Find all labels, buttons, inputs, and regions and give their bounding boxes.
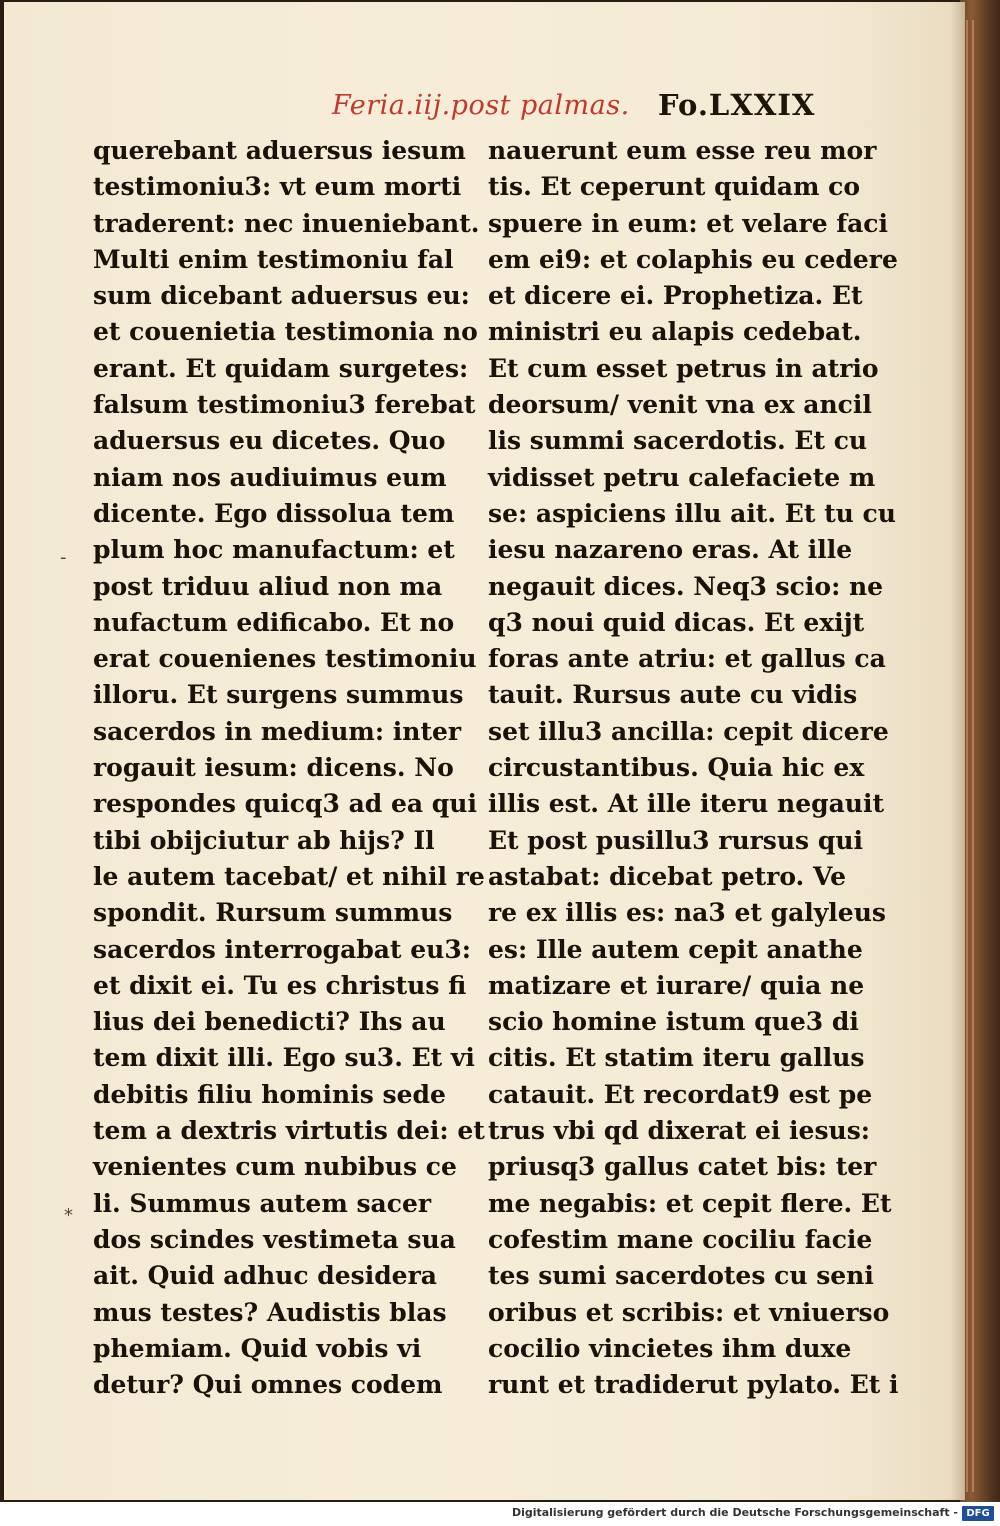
text-line: ministri eu alapis cedebat. — [488, 317, 862, 347]
text-line: testimoniu3: vt eum morti — [93, 172, 462, 202]
text-line: spuere in eum: et velare faci — [488, 208, 888, 238]
text-line: le autem tacebat/ et nihil re — [93, 861, 485, 891]
text-line: cocilio vincietes ihm duxe — [488, 1333, 852, 1363]
text-line: astabat: dicebat petro. Ve — [488, 861, 846, 891]
text-line: debitis filiu hominis sede — [93, 1079, 446, 1109]
text-line: illoru. Et surgens summus — [93, 680, 464, 710]
text-line: et couenietia testimonia no — [93, 317, 478, 347]
text-line: matizare et iurare/ quia ne — [488, 970, 865, 1000]
text-line: sacerdos interrogabat eu3: — [93, 934, 471, 964]
margin-mark: - — [60, 547, 67, 568]
text-line: catauit. Et recordat9 est pe — [488, 1079, 873, 1109]
text-column-left — [93, 133, 485, 1403]
text-line: et dicere ei. Prophetiza. Et — [488, 281, 863, 311]
text-line: Et cum esset petrus in atrio — [488, 353, 879, 383]
text-line: em ei9: et colaphis eu cedere — [488, 244, 898, 274]
footer-bar — [0, 1502, 1000, 1526]
text-line: dicente. Ego dissolua tem — [93, 498, 455, 528]
text-column-right — [488, 133, 899, 1403]
text-line: negauit dices. Neq3 scio: ne — [488, 571, 884, 601]
text-line: me negabis: et cepit flere. Et — [488, 1188, 892, 1218]
funding-credit: Digitalisierung gefördert durch die Deutsche Forschungsgemeinschaft - — [511, 1506, 958, 1519]
text-line: lius dei benedicti? Ihs au — [93, 1007, 446, 1037]
text-line: oribus et scribis: et vniuerso — [488, 1297, 890, 1327]
text-line: Et post pusillu3 rursus qui — [488, 825, 863, 855]
text-line: deorsum/ venit vna ex ancil — [488, 390, 872, 420]
text-line: nauerunt eum esse reu mor — [488, 136, 877, 165]
text-line: tibi obijciutur ab hijs? Il — [93, 825, 435, 855]
text-line: se: aspiciens illu ait. Et tu cu — [488, 498, 896, 528]
text-line: detur? Qui omnes codem — [93, 1370, 443, 1400]
margin-mark: * — [64, 1205, 73, 1226]
text-line: illis est. At ille iteru negauit — [488, 789, 884, 819]
text-line: tes sumi sacerdotes cu seni — [488, 1261, 874, 1291]
text-line: q3 noui quid dicas. Et exijt — [488, 607, 865, 637]
text-line: circustantibus. Quia hic ex — [488, 753, 865, 783]
text-line: nufactum edificabo. Et no — [93, 607, 455, 637]
dfg-logo: DFG — [962, 1506, 994, 1521]
text-line: tem a dextris virtutis dei: et — [93, 1116, 485, 1146]
text-line: sacerdos in medium: inter — [93, 716, 462, 746]
text-line: falsum testimoniu3 ferebat — [93, 390, 476, 420]
text-line: Multi enim testimoniu fal — [93, 244, 454, 274]
text-line: tauit. Rursus aute cu vidis — [488, 680, 858, 710]
text-line: erant. Et quidam surgetes: — [93, 353, 469, 383]
text-line: vidisset petru calefaciete m — [488, 462, 876, 492]
folio-number: Fo.LXXIX — [658, 88, 816, 122]
text-line: spondit. Rursum summus — [93, 898, 453, 928]
book-edge — [960, 0, 1000, 1502]
text-line: mus testes? Audistis blas — [93, 1297, 447, 1327]
text-line: querebant aduersus iesum — [93, 136, 466, 165]
text-line: trus vbi qd dixerat ei iesus: — [488, 1116, 871, 1146]
text-line: traderent: nec inueniebant. — [93, 208, 480, 238]
text-line: es: Ille autem cepit anathe — [488, 934, 863, 964]
text-line: dos scindes vestimeta sua — [93, 1224, 456, 1254]
text-line: scio homine istum que3 di — [488, 1007, 859, 1037]
text-line: priusq3 gallus catet bis: ter — [488, 1152, 877, 1182]
text-line: citis. Et statim iteru gallus — [488, 1043, 865, 1073]
text-line: tis. Et ceperunt quidam co — [488, 172, 861, 202]
text-line: respondes quicq3 ad ea qui — [93, 789, 477, 819]
text-line: niam nos audiuimus eum — [93, 462, 447, 492]
text-line: set illu3 ancilla: cepit dicere — [488, 716, 889, 746]
text-line: phemiam. Quid vobis vi — [93, 1333, 422, 1363]
text-line: aduersus eu dicetes. Quo — [93, 426, 446, 456]
text-line: et dixit ei. Tu es christus fi — [93, 970, 467, 1000]
text-line: cofestim mane cociliu facie — [488, 1224, 873, 1254]
text-line: sum dicebant aduersus eu: — [93, 281, 470, 311]
text-line: iesu nazareno eras. At ille — [488, 535, 853, 565]
text-line: post triduu aliud non ma — [93, 571, 443, 601]
text-line: re ex illis es: na3 et galyleus — [488, 898, 886, 928]
text-line: li. Summus autem sacer — [93, 1188, 432, 1218]
text-line: ait. Quid adhuc desidera — [93, 1261, 437, 1291]
text-line: rogauit iesum: dicens. No — [93, 753, 454, 783]
text-line: venientes cum nubibus ce — [93, 1152, 457, 1182]
text-line: erat couenienes testimoniu — [93, 644, 477, 674]
text-line: plum hoc manufactum: et — [93, 535, 455, 565]
text-line: tem dixit illi. Ego su3. Et vi — [93, 1043, 475, 1073]
text-line: runt et tradiderut pylato. Et i — [488, 1370, 899, 1400]
text-line: lis summi sacerdotis. Et cu — [488, 426, 868, 456]
text-line: foras ante atriu: et gallus ca — [488, 644, 886, 674]
running-head: Feria.iij.post palmas. — [332, 90, 630, 121]
